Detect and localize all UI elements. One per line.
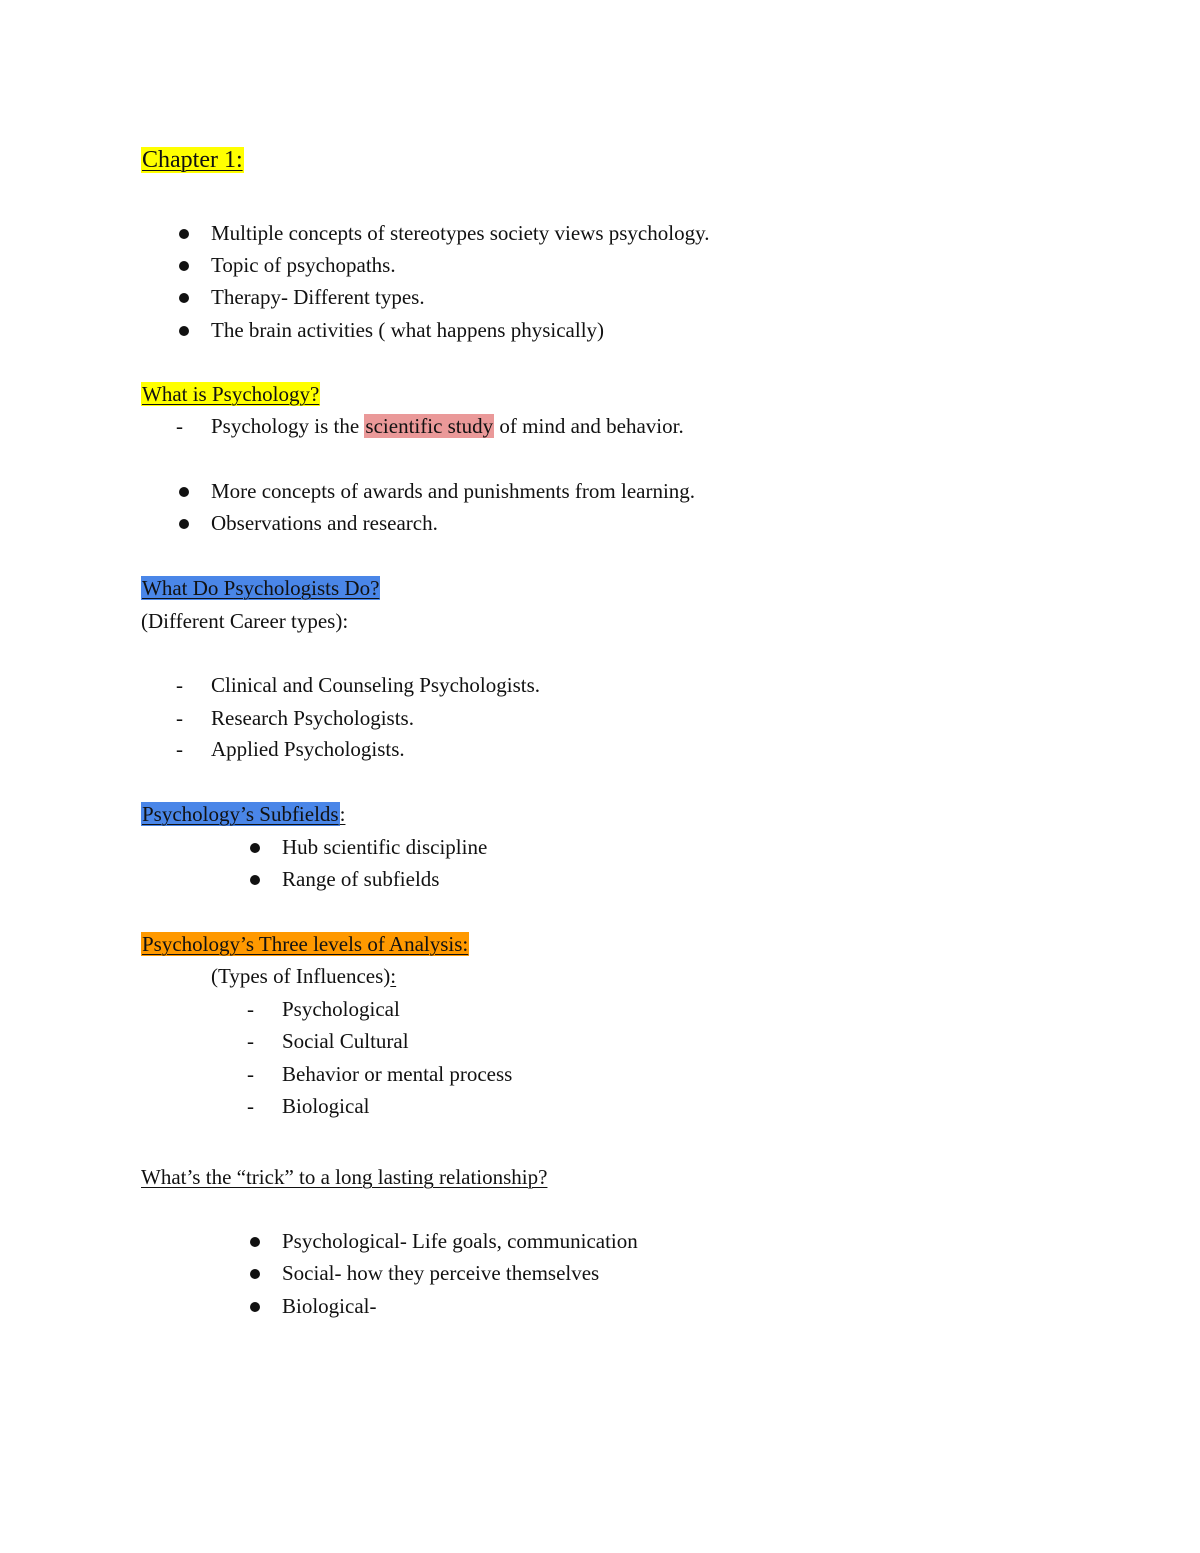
what-is-heading-text: What is Psychology? — [142, 382, 320, 406]
definition-text: Psychology is the scientific study of mind and behavior. — [211, 414, 684, 438]
subfields-heading-text: Psychology’s Subfields — [142, 802, 339, 826]
list-item-text: Social- how they perceive themselves — [282, 1261, 600, 1285]
chapter-title-text: Chapter 1: — [142, 147, 243, 173]
dash-marker: - — [247, 1094, 254, 1118]
list-item-text: Behavior or mental process — [282, 1062, 513, 1086]
what-do-heading-text: What Do Psychologists Do? — [142, 576, 380, 600]
levels-subheading: (Types of Influences): — [211, 964, 397, 988]
list-item-text: Range of subfields — [282, 867, 440, 891]
bullet-icon — [250, 843, 260, 853]
bullet-icon — [250, 1237, 260, 1247]
list-item-text: Applied Psychologists. — [211, 737, 405, 761]
bullet-icon — [179, 487, 189, 497]
levels-heading-text: Psychology’s Three levels of Analysis: — [142, 932, 469, 956]
definition-highlight: scientific study — [365, 414, 494, 438]
dash-marker: - — [176, 673, 183, 697]
list-item-text: Psychological- Life goals, communication — [282, 1229, 638, 1253]
levels-heading — [141, 930, 469, 958]
dash-marker: - — [247, 1062, 254, 1086]
trick-heading — [141, 1163, 547, 1191]
bullet-icon — [179, 326, 189, 336]
bullet-icon — [179, 261, 189, 271]
bullet-icon — [179, 229, 189, 239]
list-item-text: Biological- — [282, 1294, 377, 1318]
list-item-text: Psychological — [282, 997, 400, 1021]
bullet-icon — [250, 1269, 260, 1279]
chapter-title — [141, 145, 244, 175]
list-item-text: Topic of psychopaths. — [211, 253, 396, 277]
list-item-text: Therapy- Different types. — [211, 285, 425, 309]
list-item-text: Multiple concepts of stereotypes society views psychology. — [211, 221, 710, 245]
dash-marker: - — [247, 1029, 254, 1053]
dash-marker: - — [176, 737, 183, 761]
bullet-icon — [250, 1302, 260, 1312]
list-item-text: Biological — [282, 1094, 370, 1118]
list-item-text: More concepts of awards and punishments from learning. — [211, 479, 696, 503]
dash-marker: - — [176, 414, 183, 438]
list-item-text: Hub scientific discipline — [282, 835, 488, 859]
list-item-text: Social Cultural — [282, 1029, 409, 1053]
trick-heading-text: What’s the “trick” to a long lasting relationship? — [141, 1165, 548, 1189]
what-do-heading — [141, 574, 380, 602]
what-do-subheading: (Different Career types): — [141, 609, 349, 633]
what-is-heading — [141, 380, 320, 408]
list-item-text: The brain activities ( what happens physically) — [211, 318, 605, 342]
list-item-text: Research Psychologists. — [211, 706, 414, 730]
bullet-icon — [179, 519, 189, 529]
dash-marker: - — [247, 997, 254, 1021]
bullet-icon — [179, 293, 189, 303]
list-item-text: Observations and research. — [211, 511, 438, 535]
subfields-heading: Psychology’s Subfields: — [142, 802, 346, 826]
list-item-text: Clinical and Counseling Psychologists. — [211, 673, 540, 697]
bullet-icon — [250, 875, 260, 885]
dash-marker: - — [176, 706, 183, 730]
